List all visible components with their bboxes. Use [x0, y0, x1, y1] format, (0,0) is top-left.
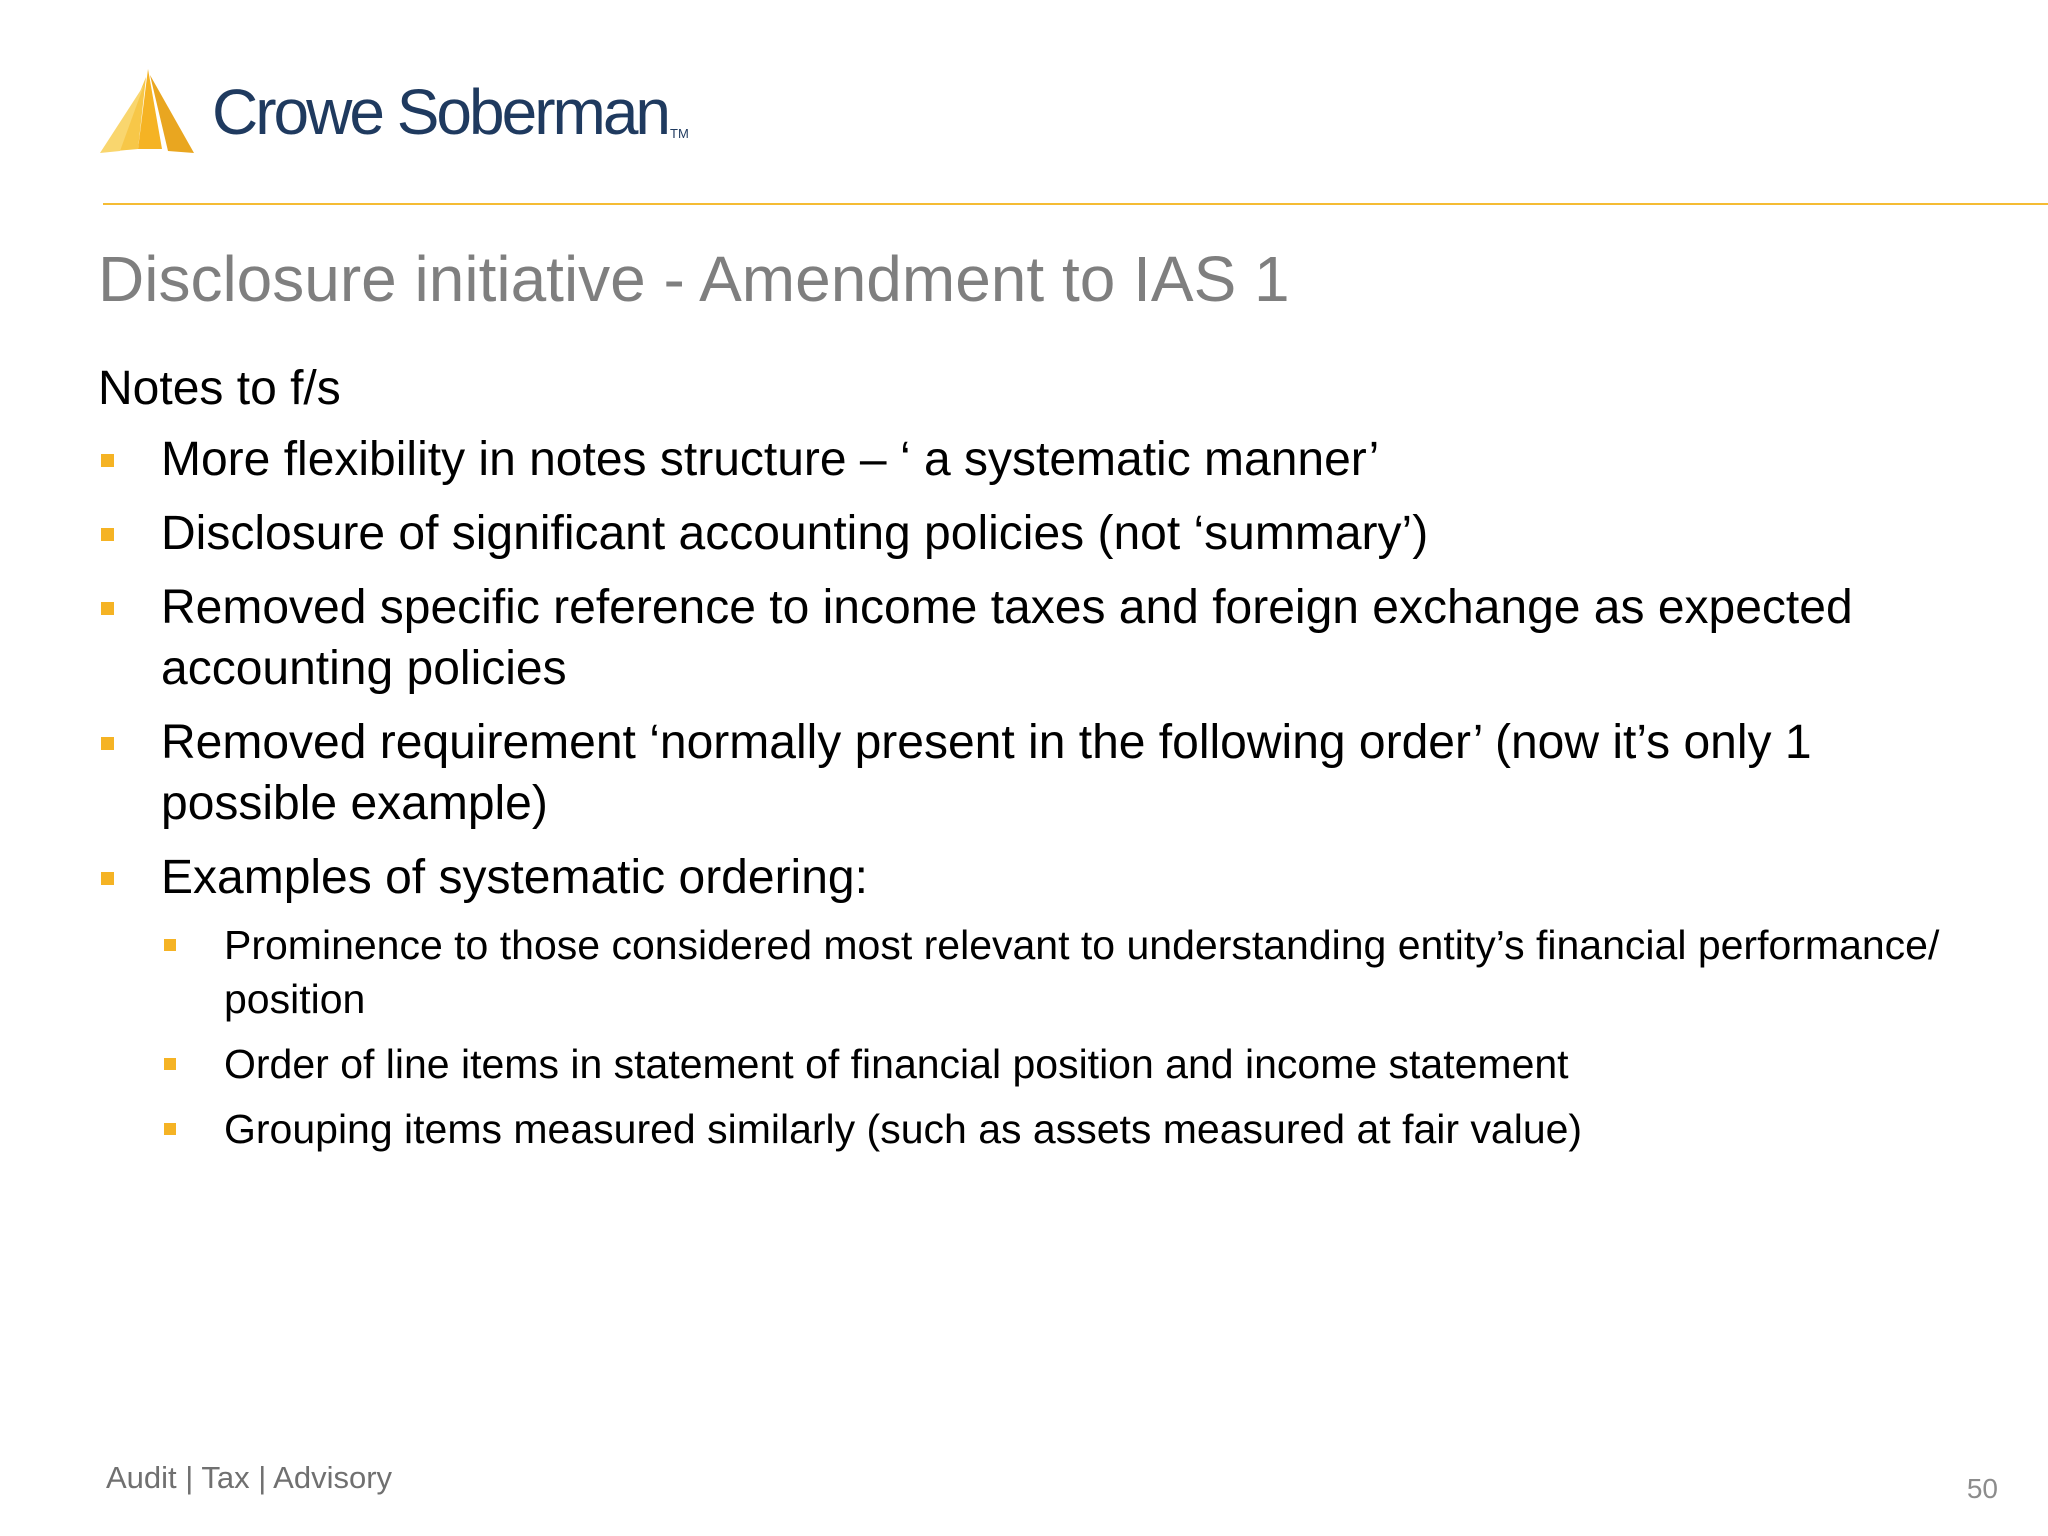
bullet-item — [98, 429, 1998, 490]
trademark-mark: TM — [670, 126, 689, 141]
bullet-text: Removed specific reference to income taxes and foreign exchange as expected accounting policies — [161, 581, 1853, 695]
square-bullet-icon — [164, 1123, 176, 1135]
bullet-item — [98, 847, 1998, 1156]
sub-bullet-text: Grouping items measured similarly (such as assets measured at fair value) — [224, 1106, 1583, 1152]
square-bullet-icon — [164, 939, 176, 951]
sub-bullet-item — [161, 918, 1998, 1026]
sub-bullet-text: Prominence to those considered most relevant to understanding entity’s financial performance/ position — [224, 922, 1940, 1022]
sub-bullet-item — [161, 1037, 1998, 1091]
square-bullet-icon — [101, 528, 114, 541]
crowe-sunburst-icon — [98, 67, 194, 157]
sub-bullet-item — [161, 1102, 1998, 1156]
header-divider — [103, 203, 2048, 205]
square-bullet-icon — [101, 737, 114, 750]
page-number: 50 — [1966, 1473, 1998, 1504]
sub-bullet-text: Order of line items in statement of financial position and income statement — [224, 1041, 1569, 1087]
bullet-list — [98, 429, 1998, 1156]
sub-bullet-list — [161, 918, 1998, 1156]
company-logo — [98, 62, 689, 162]
bullet-text: Examples of systematic ordering: — [161, 851, 868, 904]
bullet-text: More flexibility in notes structure – ‘ a systematic manner’ — [161, 433, 1380, 486]
square-bullet-icon — [101, 872, 114, 885]
square-bullet-icon — [164, 1058, 176, 1070]
footer-tagline: Audit | Tax | Advisory — [106, 1460, 393, 1495]
square-bullet-icon — [101, 454, 114, 467]
company-name: Crowe Soberman TM — [212, 76, 689, 148]
section-heading: Notes to f/s — [98, 362, 341, 415]
bullet-text: Disclosure of significant accounting policies (not ‘summary’) — [161, 507, 1429, 560]
slide-title: Disclosure initiative - Amendment to IAS 1 — [98, 243, 1290, 315]
slide-content — [98, 355, 1998, 1169]
bullet-text: Removed requirement ‘normally present in the following order’ (now it’s only 1 possible example) — [161, 716, 1812, 830]
bullet-item — [98, 577, 1998, 699]
bullet-item — [98, 503, 1998, 564]
square-bullet-icon — [101, 602, 114, 615]
bullet-item — [98, 712, 1998, 834]
